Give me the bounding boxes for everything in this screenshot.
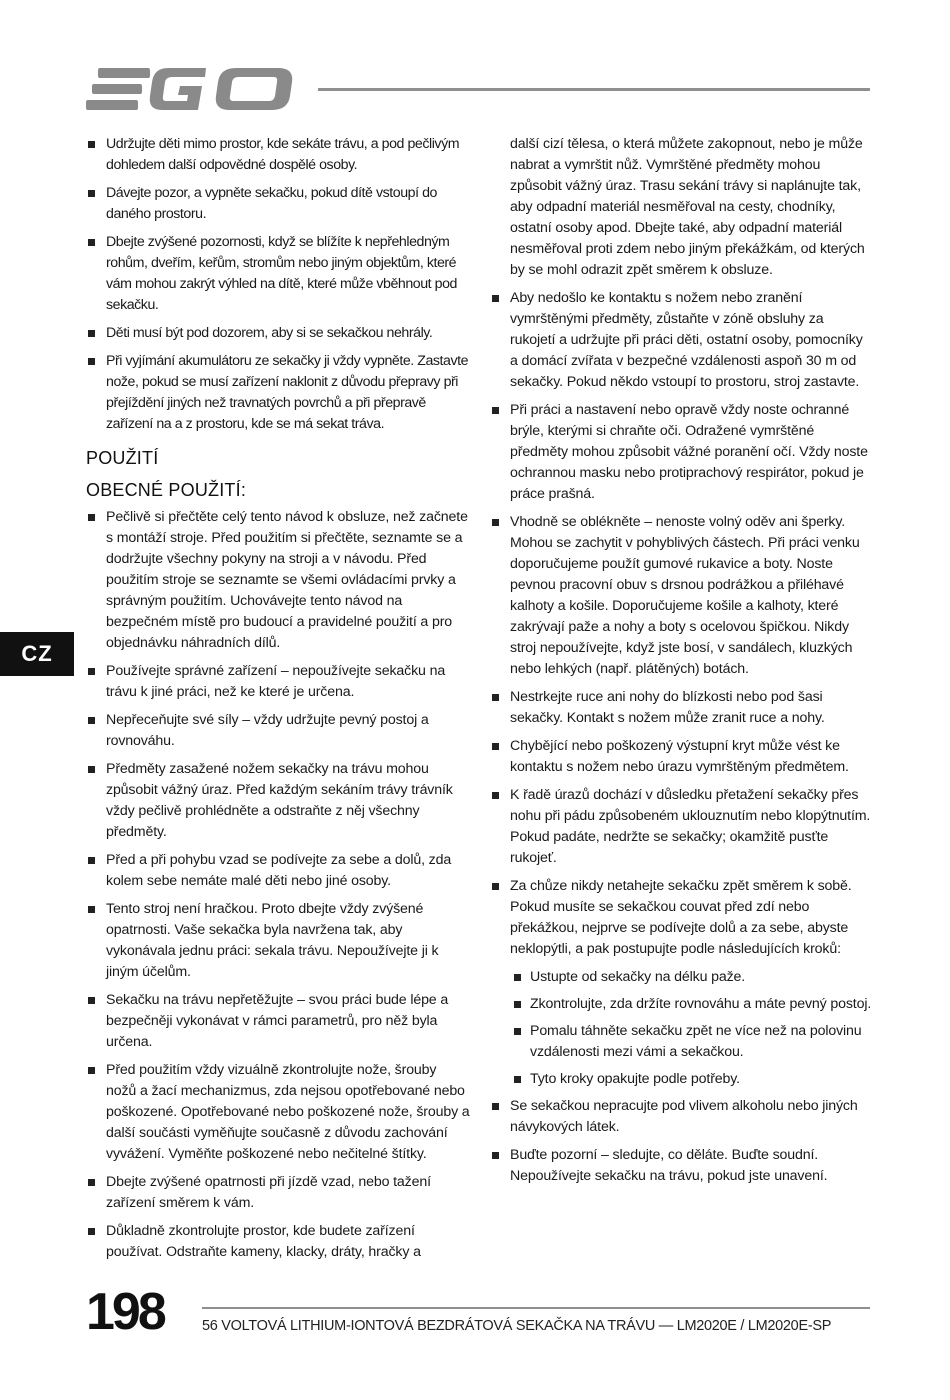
sub-list-item: Ustupte od sekačky na délku paže. — [512, 967, 872, 988]
list-item: Dbejte zvýšené pozornosti, když se blížíte k nepřehledným rohům, dveřím, keřům, stromům nebo jiným objektům, které vám mohou zakrýt výhled na dítě, které může vběhnout pod sekačku. — [86, 232, 470, 316]
steps-sublist — [512, 967, 872, 1090]
list-item: Předměty zasažené nožem sekačky na trávu mohou způsobit vážný úraz. Před každým sekáním trávy trávník vždy pečlivě prohlédněte a odstraňte z něj všechny předměty. — [86, 759, 470, 843]
list-item: Při vyjímání akumulátoru ze sekačky ji vždy vypněte. Zastavte nože, pokud se musí zařízení naklonit z důvodu přepravy při přejíždění jiných než travnatých povrchů a při přepravě zařízení na a z prostoru, kde se má sekat tráva. — [86, 351, 470, 435]
list-item: Před a při pohybu vzad se podívejte za sebe a dolů, zda kolem sebe nemáte malé děti nebo jiné osoby. — [86, 850, 470, 892]
list-item: Dávejte pozor, a vypněte sekačku, pokud dítě vstoupí do daného prostoru. — [86, 183, 470, 225]
general-use-list — [86, 507, 470, 1263]
list-item: Udržujte děti mimo prostor, kde sekáte trávu, a pod pečlivým dohledem další odpovědné dospělé osoby. — [86, 134, 470, 176]
list-item: Sekačku na trávu nepřetěžujte – svou práci bude lépe a bezpečněji vykonávat v rámci parametrů, pro něž byla určena. — [86, 990, 470, 1053]
continued-paragraph: další cizí tělesa, o která můžete zakopnout, nebo je může nabrat a vymrštit nůž. Vymrštěné předměty mohou způsobit vážný úraz. Trasu sekání trávy si naplánujte tak, aby odpadní materiál nesměřoval na cesty, chodníky, ostatní osoby apod. Dbejte také, aby odpadní materiál nesměřoval proti zdem nebo jiným překážkám, od kterých by se mohl odrazit zpět směrem k obsluze. — [510, 136, 865, 278]
section-heading-use: POUŽITÍ — [86, 448, 159, 468]
ego-logo — [86, 64, 298, 114]
list-item: Za chůze nikdy netahejte sekačku zpět směrem k sobě. Pokud musíte se sekačkou couvat před zdí nebo překážkou, nejprve se podívejte dolů a za sebe, abyste neklopýtli, a pak postupujte podle následujících kroků: — [490, 876, 872, 960]
sub-list-item: Pomalu táhněte sekačku zpět ne více než na polovinu vzdálenosti mezi vámi a sekačkou. — [512, 1021, 872, 1063]
list-item: Se sekačkou nepracujte pod vlivem alkoholu nebo jiných návykových látek. — [490, 1096, 872, 1138]
sub-list-item: Zkontrolujte, zda držíte rovnováhu a máte pevný postoj. — [512, 994, 872, 1015]
list-item: K řadě úrazů dochází v důsledku přetažení sekačky přes nohu při pádu způsobeném uklouznutím nebo klopýtnutím. Pokud padáte, nedržte se sekačky; okamžitě pusťte rukojeť. — [490, 785, 872, 869]
header-divider — [318, 88, 870, 91]
intro-list — [86, 134, 470, 435]
language-tab: CZ — [0, 632, 74, 676]
list-item: Buďte pozorní – sledujte, co děláte. Buďte soudní. Nepoužívejte sekačku na trávu, pokud jste unavení. — [490, 1145, 872, 1187]
list-item: Chybějící nebo poškozený výstupní kryt může vést ke kontaktu s nožem nebo úrazu vymrštěným předmětem. — [490, 736, 872, 778]
left-column — [86, 134, 470, 1270]
footer-product-title: 56 VOLTOVÁ LITHIUM-IONTOVÁ BEZDRÁTOVÁ SEKAČKA NA TRÁVU — LM2020E / LM2020E-SP — [202, 1318, 832, 1334]
safety-list — [490, 288, 872, 960]
list-item: Aby nedošlo ke kontaktu s nožem nebo zranění vymrštěnými předměty, zůstaňte v zóně obsluhy za rukojetí a udržujte při práci děti, ostatní osoby, pomocníky a domácí zvířata v bezpečné vzdálenosti aspoň 30 m od sekačky. Pokud někdo vstoupí to prostoru, stroj zastavte. — [490, 288, 872, 393]
safety-list-continued — [490, 1096, 872, 1187]
footer-divider — [202, 1307, 870, 1309]
list-item: Vhodně se oblékněte – nenoste volný oděv ani šperky. Mohou se zachytit v pohyblivých částech. Při práci venku doporučujeme použít gumové rukavice a boty. Noste pevnou pracovní obuv s drsnou podrážkou a přiléhavé kalhoty a košile. Doporučujeme košile a kalhoty, které zakrývají paže a nohy a boty s ocelovou špičkou. Nikdy stroj nepoužívejte, když jste bosí, v sandálech, kluzkých nebo lehkých (např. plátěných) botách. — [490, 512, 872, 680]
list-item: Tento stroj není hračkou. Proto dbejte vždy zvýšené opatrnosti. Vaše sekačka byla navržena tak, aby vykonávala jednu práci: sekala trávu. Nepoužívejte ji k jiným účelům. — [86, 899, 470, 983]
list-item: Před použitím vždy vizuálně zkontrolujte nože, šrouby nožů a žací mechanizmus, zda nejsou opotřebované nebo poškozené. Opotřebované nebo poškozené nože, šrouby a další součásti vyměňujte současně z důvodu zachování vyvážení. Vyměňte poškozené nebo nečitelné štítky. — [86, 1060, 470, 1165]
section-heading-general-use: OBECNÉ POUŽITÍ: — [86, 480, 247, 500]
list-item: Pečlivě si přečtěte celý tento návod k obsluze, než začnete s montáží stroje. Před použitím si přečtěte, seznamte se a dodržujte všechny pokyny na stroji a v návodu. Před použitím stroje se seznamte se všemi ovládacími prvky a správným použitím. Uchovávejte tento návod na bezpečném místě pro budoucí a pravidelné použití a pro objednávku náhradních dílů. — [86, 507, 470, 654]
list-item: Používejte správné zařízení – nepoužívejte sekačku na trávu k jiné práci, než ke které je určena. — [86, 661, 470, 703]
list-item: Důkladně zkontrolujte prostor, kde budete zařízení používat. Odstraňte kameny, klacky, dráty, hračky a — [86, 1221, 470, 1263]
sub-list-item: Tyto kroky opakujte podle potřeby. — [512, 1069, 872, 1090]
list-item: Při práci a nastavení nebo opravě vždy noste ochranné brýle, kterými si chraňte oči. Odražené vymrštěné předměty mohou způsobit vážné poranění očí. Vždy noste ochrannou masku nebo protiprachový respirátor, pokud je práce prašná. — [490, 400, 872, 505]
list-item: Děti musí být pod dozorem, aby si se sekačkou nehrály. — [86, 323, 470, 344]
list-item: Nestrkejte ruce ani nohy do blízkosti nebo pod šasi sekačky. Kontakt s nožem může zranit ruce a nohy. — [490, 687, 872, 729]
right-column — [490, 134, 872, 1194]
page-number: 198 — [86, 1283, 164, 1341]
list-item: Nepřeceňujte své síly – vždy udržujte pevný postoj a rovnováhu. — [86, 710, 470, 752]
list-item: Dbejte zvýšené opatrnosti při jízdě vzad, nebo tažení zařízení směrem k vám. — [86, 1172, 470, 1214]
